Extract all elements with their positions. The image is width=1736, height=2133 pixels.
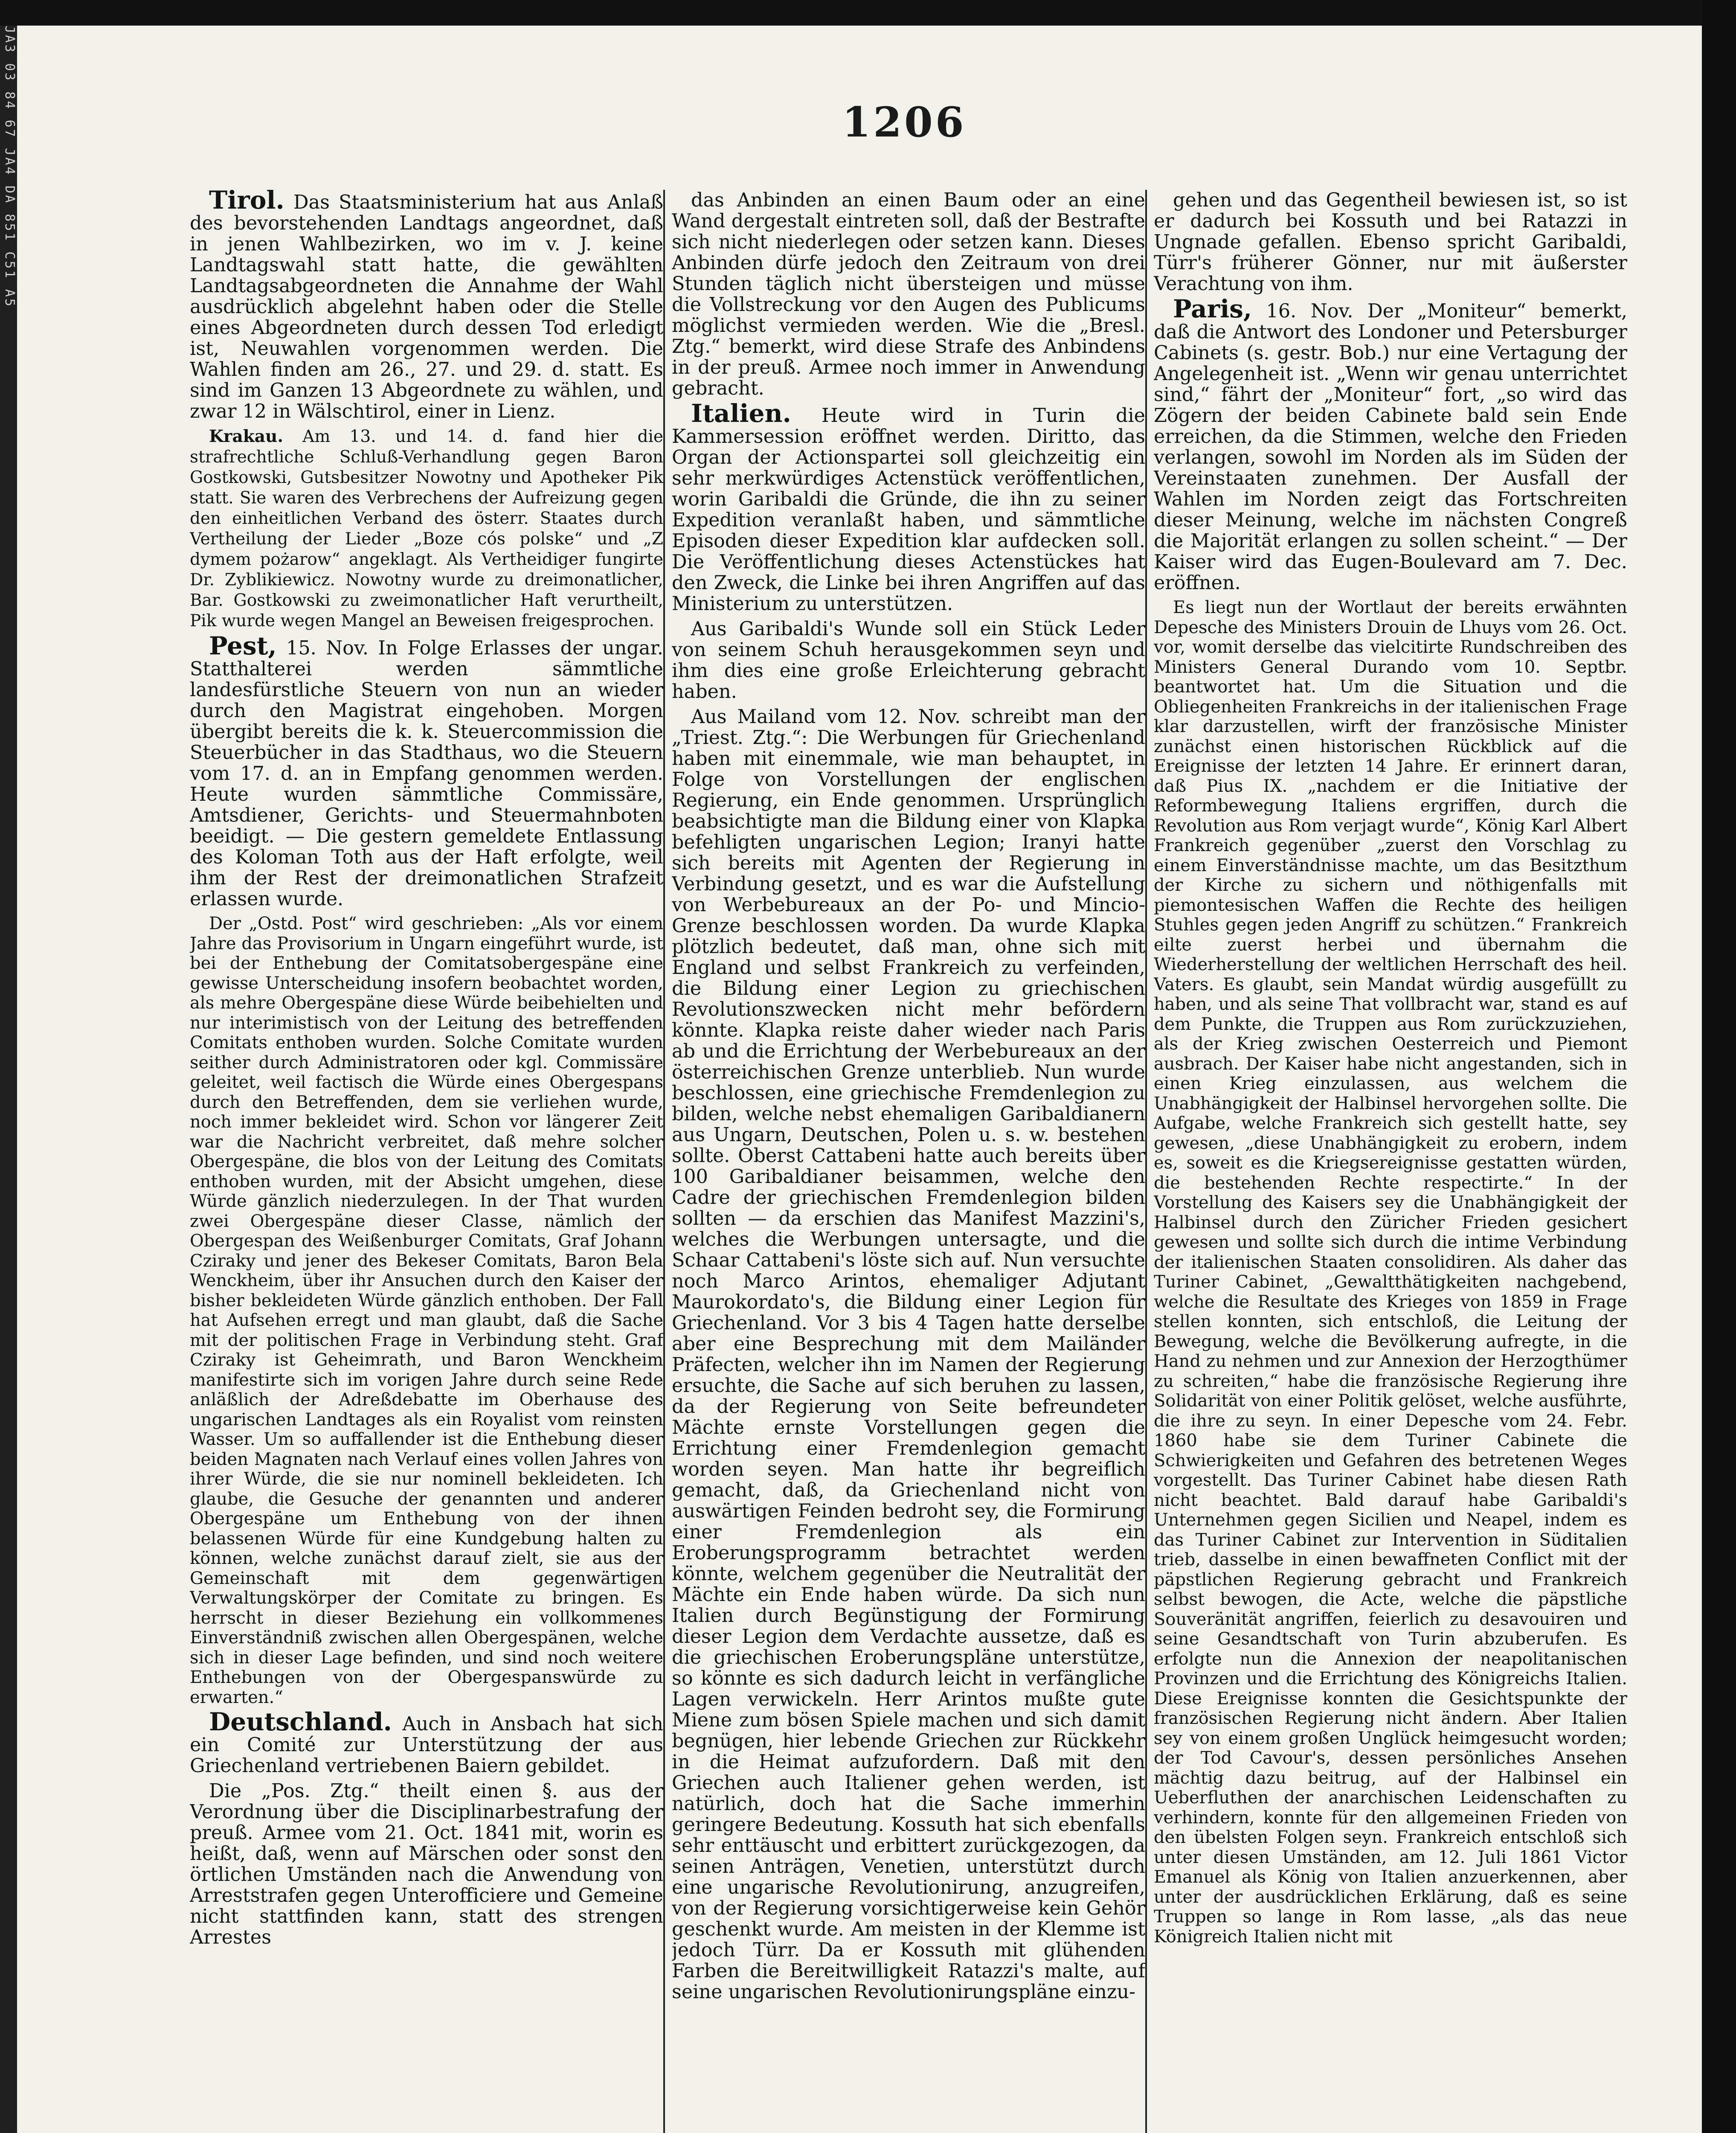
column-divider-2: [1145, 190, 1147, 2133]
newspaper-page: [17, 26, 1702, 2133]
scan-margin-strip: JA3 03 84 67 JA4 DA 851 C51 A5: [0, 26, 17, 2133]
article-mailand: Aus Mailand vom 12. Nov. schreibt man der „Triest. Ztg.“: Die Werbungen für Griechenland haben mit einemmale, wie man behauptet, in Folge von Vorstellungen der englischen Regierung, ein Ende genommen. Ursprünglich beabsichtigte man die Bildung einer von Klapka befehligten ungarischen Legion; Iranyi hatte sich bereits mit Agenten der Regierung in Verbindung gesetzt, und es war die Aufstellung von Werbebureaux an der Po- und Mincio-Grenze beschlossen worden. Da wurde Klapka plötzlich bedeutet, daß man, ohne sich mit England und selbst Frankreich zu verfeinden, die Bildung einer Legion zu griechischen Revolutionszwecken nicht mehr befördern könnte. Klapka reiste daher wieder nach Paris ab und die Errichtung der Werbebureaux an der österreichischen Grenze unterblieb. Nun wurde beschlossen, eine griechische Fremdenlegion zu bilden, welche nebst ehemaligen Garibaldianern aus Ungarn, Deutschen, Polen u. s. w. bestehen sollte. Oberst Cattabeni hatte auch bereits über 100 Garibaldianer beisammen, welche den Cadre der griechischen Fremdenlegion bilden sollten — da erschien das Manifest Mazzini's, welches die Werbungen untersagte, und die Schaar Cattabeni's löste sich auf. Nun versuchte noch Marco Arintos, ehemaliger Adjutant Maurokordato's, die Bildung einer Legion für Griechenland. Vor 3 bis 4 Tagen hatte derselbe aber eine Besprechung mit dem Mailänder Präfecten, welcher ihn im Namen der Regierung ersuchte, die Sache auf sich beruhen zu lassen, da der Regierung von Seite befreundeter Mächte ernste Vorstellungen gegen die Errichtung einer Fremdenlegion gemacht worden seyen. Man hatte ihr begreiflich gemacht, daß, da Griechenland nicht von auswärtigen Feinden bedroht sey, die Formirung einer Fremdenlegion als ein Eroberungsprogramm betrachtet werden könnte, welchem gegenüber die Neutralität der Mächte ein Ende haben würde. Da sich nun Italien durch Begünstigung der Formirung dieser Legion dem Verdachte aussetze, daß es die griechischen Eroberungspläne unterstütze, so könnte es sich dadurch leicht in verfängliche Lagen verwickeln. Herr Arintos mußte gute Miene zum bösen Spiele machen und sich damit begnügen, hier lebende Griechen zur Rückkehr in die Heimat aufzufordern. Daß mit den Griechen auch Italiener gehen werden, ist natürlich, doch hat die Sache immerhin geringere Bedeutung. Kossuth hat sich ebenfalls sehr enttäuscht und erbittert zurückgezogen, da seinen Anträgen, Venetien, unterstützt durch eine ungarische Revolutionirung, anzugreifen, von der Regierung vorsichtigerweise kein Gehör geschenkt wurde. Am meisten in der Klemme ist jedoch Türr. Da er Kossuth mit glühenden Farben die Bereitwilligkeit Ratazzi's malte, auf seine ungarischen Revolutionirungspläne einzu-: [672, 706, 1145, 2003]
column-1: [190, 190, 663, 2133]
article-pest-body: 15. Nov. In Folge Erlasses der ungar. Statthalterei werden sämmtliche landesfürstliche Steuern von nun an wieder durch den Magistrat eingehoben. Morgen übergibt bereits die k. k. Steuercommission die Steuerbücher in das Stadthaus, wo die Steuern vom 17. d. an in Empfang genommen werden. Heute wurden sämmtliche Commissäre, Amtsdiener, Gerichts- und Steuermahnboten beeidigt. — Die gestern gemeldete Entlassung des Koloman Toth aus der Haft erfolgte, weil ihm der Rest der dreimonatlichen Strafzeit erlassen wurde.: [190, 637, 663, 910]
article-deutschland-body: Auch in Ansbach hat sich ein Comité zur Unterstützung der aus Griechenland vertriebenen Baiern gebildet.: [190, 1713, 663, 1777]
article-tuerr: gehen und das Gegentheil bewiesen ist, so ist er dadurch bei Kossuth und bei Ratazzi in Ungnade gefallen. Ebenso spricht Garibaldi, Türr's früherer Gönner, nur mit äußerster Verachtung von ihm.: [1154, 190, 1627, 295]
article-depesche: Es liegt nun der Wortlaut der bereits erwähnten Depesche des Ministers Drouin de Lhuys vom 26. Oct. vor, womit derselbe das vielcitirte Rundschreiben des Ministers General Durando vom 10. Septbr. beantwortet hat. Um die Situation und die Obliegenheiten Frankreichs in der italienischen Frage klar darzustellen, wirft der französische Minister zunächst einen historischen Rückblick auf die Ereignisse der letzten 14 Jahre. Er erinnert daran, daß Pius IX. „nachdem er die Initiative der Reformbewegung Italiens ergriffen, durch die Revolution aus Rom verjagt wurde“, König Karl Albert Frankreich gegenüber „zuerst den Vorschlag zu einem Einverständnisse machte, um das Besitzthum der Kirche zu sichern und nöthigenfalls mit piemontesischen Waffen die Rechte des heiligen Stuhles gegen jeden Angriff zu schützen.“ Frankreich eilte zuerst herbei und übernahm die Wiederherstellung der weltlichen Herrschaft des heil. Vaters. Es glaubt, sein Mandat würdig ausgefüllt zu haben, und als seine That vollbracht war, stand es auf dem Punkte, die Truppen aus Rom zurückzuziehen, als der Krieg zwischen Oesterreich und Piemont ausbrach. Der Kaiser habe nicht angestanden, sich in einen Krieg einzulassen, aus welchem die Unabhängigkeit der Halbinsel hervorgehen sollte. Die Aufgabe, welche Frankreich sich gestellt hatte, sey gewesen, „diese Unabhängigkeit zu erobern, indem es, soweit es die Kriegsereignisse gestatten würden, die bestehenden Rechte respectirte.“ In der Vorstellung des Kaisers sey die Unabhängigkeit der Halbinsel durch den Züricher Frieden gesichert gewesen und sollte sich durch die intime Verbindung der italienischen Staaten consolidiren. Als daher das Turiner Cabinet, „Gewaltthätigkeiten nachgebend, welche die Resultate des Krieges von 1859 in Frage stellen konnten, sich entschloß, die Leitung der Bewegung, welche die Bevölkerung aufregte, in die Hand zu nehmen und zur Annexion der Herzogthümer zu schreiten,“ habe die französische Regierung ihre Solidarität von einer Politik gelöset, welche ausführte, die ihre zu seyn. In einer Depesche vom 24. Febr. 1860 habe sie dem Turiner Cabinete die Schwierigkeiten und Gefahren des betretenen Weges vorgestellt. Das Turiner Cabinet habe diesen Rath nicht beachtet. Bald darauf habe Garibaldi's Unternehmen gegen Sicilien und Neapel, indem es das Turiner Cabinet zur Intervention in Süditalien trieb, dasselbe in einen bewaffneten Conflict mit der päpstlichen Regierung gebracht und Frankreich selbst bewogen, die Acte, welche die päpstliche Souveränität angriffen, feierlich zu desavouiren und seine Gesandtschaft von Turin abzuberufen. Es erfolgte nun die Annexion der neapolitanischen Provinzen und die Errichtung des Königreichs Italien. Diese Ereignisse konnten die Gesichtspunkte der französischen Regierung nicht ändern. Aber Italien sey von einem großen Unglück heimgesucht worden; der Tod Cavour's, dessen persönliches Ansehen mächtig dazu beitrug, auf der Halbinsel ein Ueberfluthen der anarchischen Leidenschaften zu verhindern, konnte für den allgemeinen Frieden von den übelsten Folgen seyn. Frankreich entschloß sich unter diesen Umständen, am 12. Juli 1861 Victor Emanuel als König von Italien anzuerkennen, aber unter der ausdrücklichen Erklärung, daß es seine Truppen so lange in Rom lasse, „als das neue Königreich Italien nicht mit: [1154, 598, 1627, 1947]
column-divider-1: [663, 190, 665, 2133]
article-krakau: [190, 426, 663, 631]
heading-paris: Paris,: [1173, 294, 1252, 323]
heading-tirol: Tirol.: [209, 190, 284, 215]
column-2: [672, 190, 1145, 2133]
article-anbinden: das Anbinden an einen Baum oder an eine Wand dergestalt eintreten soll, daß der Bestrafte sich nicht niederlegen oder setzen kann. Dieses Anbinden dürfe jedoch den Zeitraum von drei Stunden täglich nicht übersteigen und müsse die Vollstreckung vor den Augen des Publicums möglichst vermieden werden. Wie die „Bresl. Ztg.“ bemerkt, wird diese Strafe des Anbindens in der preuß. Armee noch immer in Anwendung gebracht.: [672, 190, 1145, 399]
article-italien-body: Heute wird in Turin die Kammersession eröffnet werden. Diritto, das Organ der Actionspartei soll gleichzeitig ein sehr merkwürdiges Actenstück veröffentlichen, worin Garibaldi die Gründe, die ihn zu seiner Expedition veranlaßt haben, und sämmtliche Episoden dieser Expedition klar aufdecken soll. Die Veröffentlichung dieses Actenstückes hat den Zweck, die Linke bei ihren Angriffen auf das Ministerium zu unterstützen.: [672, 405, 1145, 615]
heading-italien: Italien.: [691, 399, 791, 428]
page-number: 1206: [842, 98, 967, 146]
article-tirol-body: Das Staatsministerium hat aus Anlaß des bevorstehenden Landtags angeordnet, daß in jenen Wahlbezirken, wo im v. J. keine Landtagswahl statt hatte, die gewählten Landtagsabgeordneten die Annahme der Wahl ausdrücklich abgelehnt haben oder die Stelle eines Abgeordneten durch dessen Tod erledigt ist, Neuwahlen vorgenommen werden. Die Wahlen finden am 26., 27. und 29. d. statt. Es sind im Ganzen 13 Abgeordnete zu wählen, und zwar 12 in Wälschtirol, einer in Lienz.: [190, 192, 663, 422]
heading-deutschland: Deutschland.: [209, 1707, 392, 1736]
article-pos-ztg: Die „Pos. Ztg.“ theilt einen §. aus der Verordnung über die Disciplinarbestrafung der preuß. Armee vom 21. Oct. 1841 mit, worin es heißt, daß, wenn auf Märschen oder sonst den örtlichen Umständen nach die Anwendung von Arreststrafen gegen Unterofficiere und Gemeine nicht stattfinden kann, statt des strengen Arrestes: [190, 1780, 663, 1948]
article-deutschland: [190, 1707, 663, 1777]
heading-krakau: Krakau.: [209, 427, 283, 446]
column-3: [1154, 190, 1627, 2133]
heading-pest: Pest,: [209, 631, 277, 660]
article-tirol: [190, 190, 663, 422]
article-paris: [1154, 294, 1627, 594]
article-pest: [190, 631, 663, 910]
article-krakau-body: Am 13. und 14. d. fand hier die strafrechtliche Schluß-Verhandlung gegen Baron Gostkowski, Gutsbesitzer Nowotny und Apotheker Pik statt. Sie waren des Verbrechens der Aufreizung gegen den einheitlichen Verband des österr. Staates durch Vertheilung der Lieder „Boze cós polske“ und „Z dymem pożarow“ angeklagt. Als Vertheidiger fungirte Dr. Zyblikiewicz. Nowotny wurde zu dreimonatlicher, Bar. Gostkowski zu zweimonatlicher Haft verurtheilt, Pik wurde wegen Mangel an Beweisen freigesprochen.: [190, 427, 663, 631]
article-garibaldi-wunde: Aus Garibaldi's Wunde soll ein Stück Leder von seinem Schuh herausgekommen seyn und ihm dies eine große Erleichterung gebracht haben.: [672, 618, 1145, 703]
article-paris-body: 16. Nov. Der „Moniteur“ bemerkt, daß die Antwort des Londoner und Petersburger Cabinets (s. gestr. Bob.) nur eine Vertagung der Angelegenheit ist. „Wenn wir genau unterrichtet sind,“ fährt der „Moniteur“ fort, „so wird das Zögern der beiden Cabinete bald sein Ende erreichen, da die Stimmen, welche den Frieden verlangen, sowohl im Norden als im Süden der Vereinstaaten zunehmen. Der Ausfall der Wahlen im Norden zeigt das Fortschreiten dieser Meinung, welche im nächsten Congreß die Majorität erlangen zu sollen scheint.“ — Der Kaiser wird das Eugen-Boulevard am 7. Dec. eröffnen.: [1154, 300, 1627, 594]
scan-right-edge: [1702, 0, 1736, 2133]
article-ostd-post: Der „Ostd. Post“ wird geschrieben: „Als vor einem Jahre das Provisorium in Ungarn eingeführt wurde, ist bei der Enthebung der Comitatsobergespäne eine gewisse Unterscheidung insofern beobachtet worden, als mehre Obergespäne diese Würde beibehielten und nur interimistisch von der Leitung des betreffenden Comitats enthoben wurden. Solche Comitate wurden seither durch Administratoren oder kgl. Commissäre geleitet, weil factisch die Würde eines Obergespans durch den Betreffenden, dem sie verliehen wurde, noch immer bekleidet wird. Schon vor längerer Zeit war die Nachricht verbreitet, daß mehre solcher Obergespäne, die blos von der Leitung des Comitats enthoben wurden, mit der Absicht umgehen, diese Würde gänzlich niederzulegen. In der That wurden zwei Obergespäne dieser Classe, nämlich der Obergespan des Weißenburger Comitats, Graf Johann Cziraky und jener des Bekeser Comitats, Baron Bela Wenckheim, über ihr Ansuchen durch den Kaiser der bisher bekleideten Würde gänzlich enthoben. Der Fall hat Aufsehen erregt und man glaubt, daß die Sache mit der politischen Frage in Verbindung steht. Graf Cziraky ist Geheimrath, und Baron Wenckheim manifestirte sich im vorigen Jahre durch seine Rede anläßlich der Adreßdebatte im Oberhause des ungarischen Landtages als ein Royalist vom reinsten Wasser. Um so auffallender ist die Enthebung dieser beiden Magnaten nach Verlauf eines vollen Jahres von ihrer Würde, die sie nur nominell bekleideten. Ich glaube, die Gesuche der genannten und anderer Obergespäne um Enthebung von der ihnen belassenen Würde für eine Kundgebung halten zu können, welche zunächst darauf zielt, sie aus der Gemeinschaft mit dem gegenwärtigen Verwaltungskörper der Comitate zu bringen. Es herrscht in dieser Beziehung ein vollkommenes Einverständniß zwischen allen Obergespänen, welche sich in dieser Lage befinden, und sind noch weitere Enthebungen von der Obergespanswürde zu erwarten.“: [190, 914, 663, 1707]
article-italien: [672, 399, 1145, 615]
